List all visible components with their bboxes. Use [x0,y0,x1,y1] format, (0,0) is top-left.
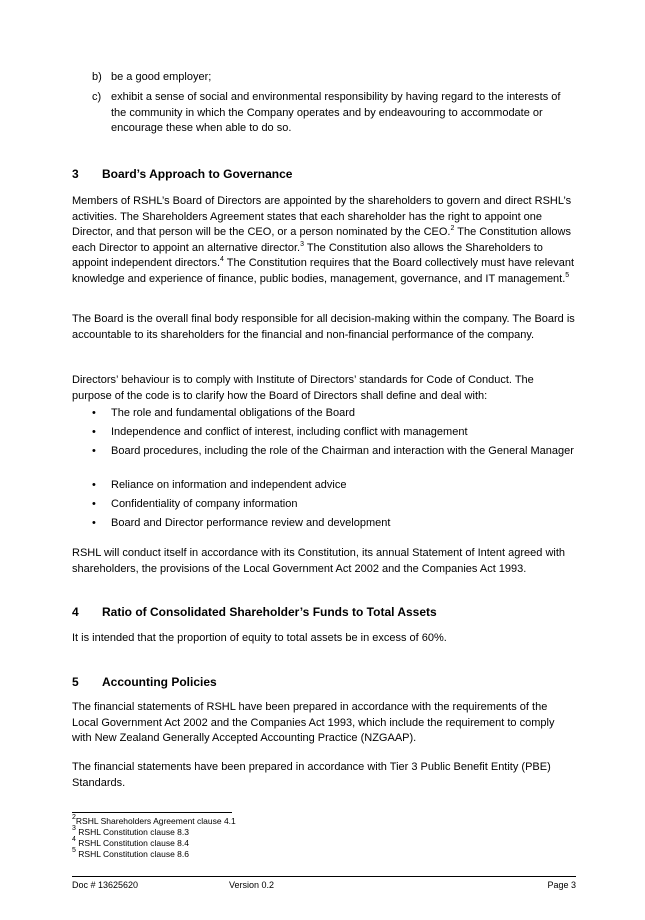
footer-version: Version 0.2 [229,880,275,890]
bullet-item [92,478,578,494]
footnote-ref[interactable]: 2 [450,225,455,232]
bullet-text: Confidentiality of company information [111,498,298,510]
bullet-item [92,425,578,441]
bullet-icon: • [92,426,96,438]
bullet-icon: • [92,479,96,491]
section-title: Ratio of Consolidated Shareholder’s Funds to Total Assets [102,605,437,619]
footnote [72,838,189,849]
para-text: The Constitution requires that the Board collectively must have relevant knowledge and experience of finance, public bodies, management, governance, and IT management. [72,257,575,285]
section-3-paragraph-1 [72,194,576,287]
section-3-paragraph-2: The Board is the overall final body responsible for all decision-making within the company. The Board is accountable to its shareholders for the financial and non-financial performance of the company. [72,313,575,341]
bullet-text: Board procedures, including the role of the Chairman and interaction with the General Manager [111,445,574,457]
footnote-number: 5 [72,847,76,854]
bullet-text: Reliance on information and independent advice [111,479,347,491]
footnote-number: 4 [72,836,76,843]
para-text: The Constitution allows each Director to appoint an alternative director. [72,226,571,254]
section-3-paragraph-4: RSHL will conduct itself in accordance with its Constitution, its annual Statement of Intent agreed with shareholders, the provisions of the Local Government Act 2002 and the Companies Act 1993. [72,547,566,575]
section-title: Board’s Approach to Governance [102,167,293,181]
list-item-label: b) [92,71,102,83]
section-3-paragraph-3: Directors’ behaviour is to comply with Institute of Directors’ standards for Code of Conduct. The purpose of the code is to clarify how the Board of Directors shall define and deal with: [72,374,534,402]
footnote-text: RSHL Constitution clause 8.4 [75,838,189,848]
bullet-item [92,444,578,460]
footnote-ref[interactable]: 4 [220,256,224,263]
list-item-text: exhibit a sense of social and environmental responsibility by having regard to the interests of the community in which the Company operates and by endeavouring to accommodate or encourage these when able to do so. [111,91,561,134]
footnote-ref[interactable]: 5 [565,271,570,279]
footnote-text: RSHL Shareholders Agreement clause 4.1 [75,816,236,826]
list-item-label: c) [92,91,102,103]
footnote-number: 2 [72,814,76,821]
section-4-paragraph-1: It is intended that the proportion of equity to total assets be in excess of 60%. [72,632,447,644]
bullet-icon: • [92,445,96,457]
footnote-text: RSHL Constitution clause 8.6 [75,849,189,859]
list-item-c [92,90,578,137]
list-item-b [92,70,578,86]
bullet-item [92,497,578,513]
bullet-icon: • [92,517,96,529]
footnote-text: RSHL Constitution clause 8.3 [75,827,189,837]
footnote [72,827,189,838]
section-title: Accounting Policies [102,675,217,689]
footnote [72,816,236,827]
para-text: Members of RSHL’s Board of Directors are appointed by the shareholders to govern and direct RSHL’s activities. The Shareholders Agreement states that each shareholder has the right to appoint one Director, and that person will be the CEO, or a person nominated by the CEO. [72,195,572,238]
section-5-paragraph-2: The financial statements have been prepared in accordance with Tier 3 Public Benefit Entity (PBE) Standards. [72,761,551,789]
bullet-item [92,406,578,422]
footnote-number: 3 [72,825,76,832]
section-5-paragraph-1: The financial statements of RSHL have been prepared in accordance with the requirements of the Local Government Act 2002 and the Companies Act 1993, which include the requirement to comply with New Zealand Generally Accepted Accounting Practice (NZGAAP). [72,701,555,744]
bullet-item [92,516,578,532]
section-number: 4 [72,605,79,619]
section-number: 5 [72,675,79,689]
bullet-icon: • [92,407,96,419]
footer-doc-number: Doc # 13625620 [72,880,139,890]
footer-rule [72,876,576,877]
bullet-text: Board and Director performance review and development [111,517,391,529]
bullet-icon: • [92,498,96,510]
footnote [72,849,189,860]
footer-page-number: Page 3 [547,880,576,890]
list-item-text: be a good employer; [111,71,212,83]
bullet-text: The role and fundamental obligations of the Board [111,407,355,419]
section-number: 3 [72,167,79,181]
para-text: The Constitution also allows the Shareholders to appoint independent directors. [72,241,543,269]
bullet-text: Independence and conflict of interest, including conflict with management [111,426,468,438]
footnote-separator [72,812,232,813]
footnote-ref[interactable]: 3 [300,240,304,248]
